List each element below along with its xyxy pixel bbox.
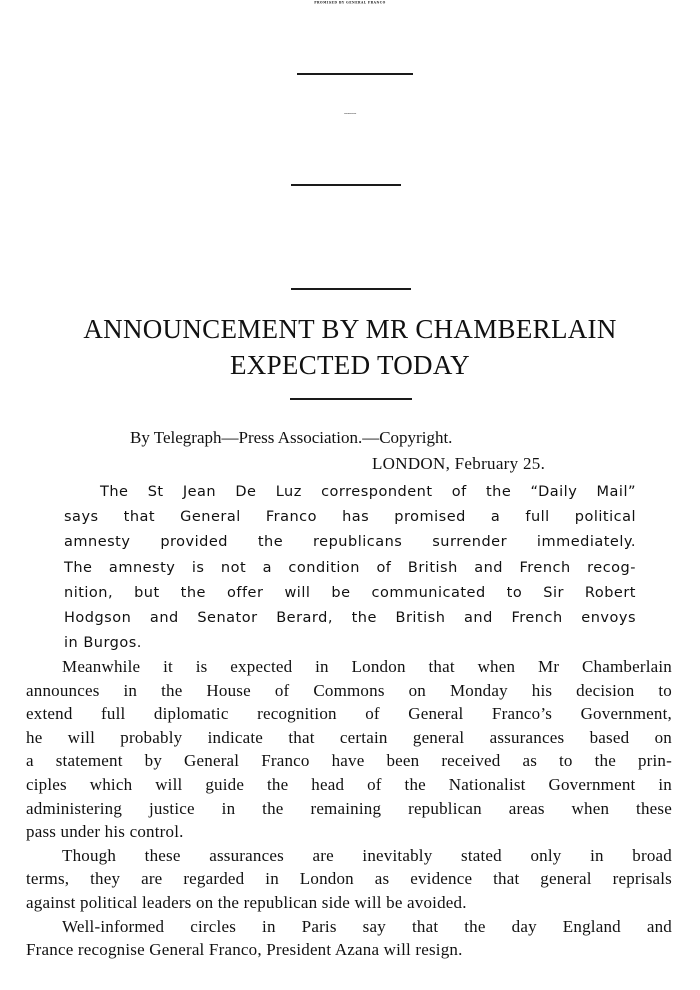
body-line: announces in the House of Commons on Monday his decision to	[26, 680, 672, 700]
secondary-deck-line: EXPECTED TODAY	[230, 350, 470, 380]
lead-line: amnesty provided the republicans surrender immediately.	[64, 534, 636, 551]
lead-line: Hodgson and Senator Berard, the British and French envoys	[64, 610, 636, 627]
byline: By Telegraph—Press Association.—Copyright.	[130, 428, 453, 447]
secondary-deck	[0, 311, 700, 383]
body-line: ciples which will guide the head of the Nationalist Government in	[26, 774, 672, 794]
body-line: Though these assurances are inevitably stated only in broad	[62, 845, 672, 865]
divider-rule	[291, 288, 411, 290]
subheadline: If Spanish Loyalists Surrender Immediately	[344, 114, 356, 116]
divider-rule	[291, 184, 401, 186]
dateline: LONDON, February 25.	[372, 454, 546, 473]
body-line: France recognise General Franco, President Azana will resign.	[26, 940, 463, 960]
lead-line: The amnesty is not a condition of British and French recog-	[64, 559, 636, 576]
lead-paragraph	[64, 480, 636, 656]
body-line: against political leaders on the republican side will be avoided.	[26, 892, 467, 912]
lead-line: nition, but the offer will be communicated to Sir Robert	[64, 584, 636, 601]
divider-rule	[297, 73, 413, 75]
secondary-deck-line: ANNOUNCEMENT BY MR CHAMBERLAIN	[83, 314, 617, 344]
body-line: Meanwhile it is expected in London that when Mr Chamberlain	[62, 657, 672, 676]
article-body	[26, 655, 672, 962]
body-line: he will probably indicate that certain general assurances based on	[26, 727, 672, 747]
body-line: Well-informed circles in Paris say that the day England and	[62, 916, 672, 936]
body-line: pass under his control.	[26, 822, 184, 842]
headline: PROMISED BY GENERAL FRANCO	[314, 0, 386, 5]
lead-line: in Burgos.	[64, 635, 142, 652]
lead-line: says that General Franco has promised a full political	[64, 509, 636, 526]
body-line: administering justice in the remaining republican areas when these	[26, 798, 672, 818]
body-line: extend full diplomatic recognition of General Franco’s Government,	[26, 704, 672, 724]
divider-rule	[290, 398, 412, 400]
lead-line: The St Jean De Luz correspondent of the “Daily Mail”	[100, 484, 636, 500]
body-line: a statement by General Franco have been received as to the prin-	[26, 751, 672, 771]
body-line: terms, they are regarded in London as evidence that general reprisals	[26, 869, 672, 889]
